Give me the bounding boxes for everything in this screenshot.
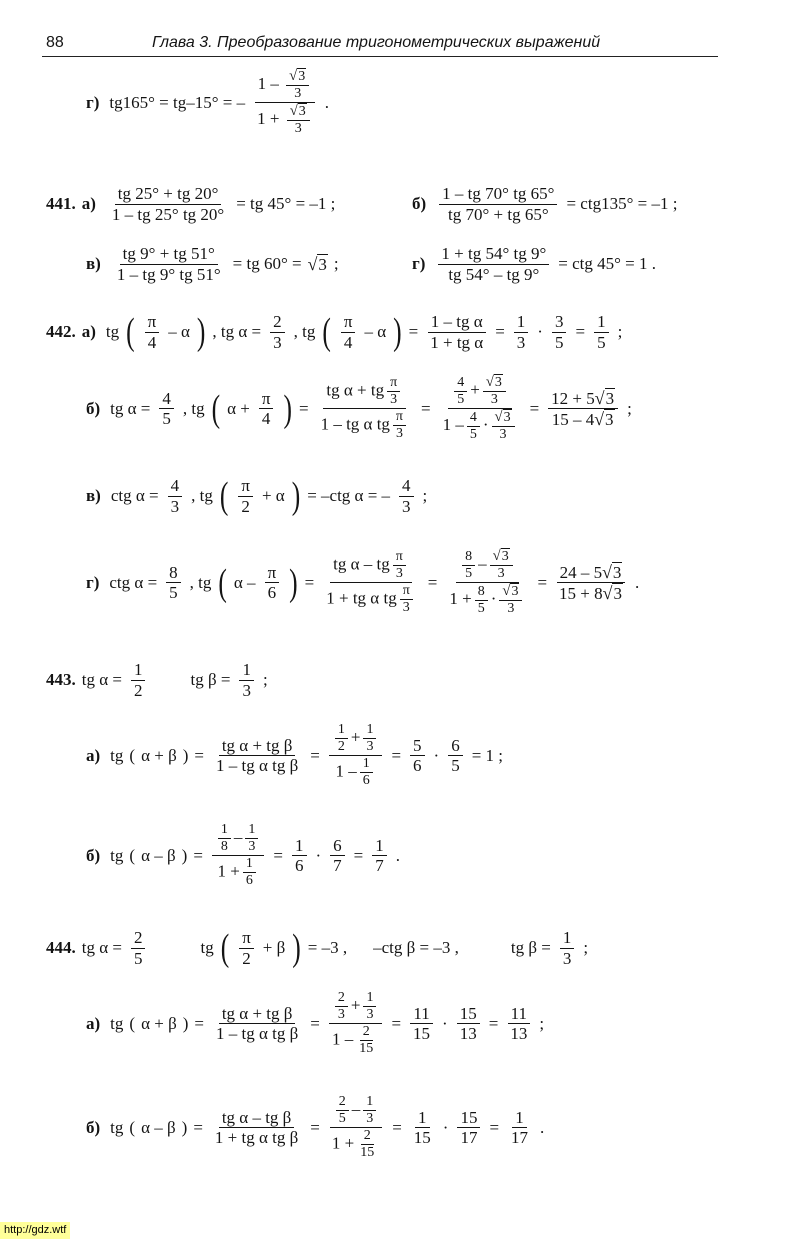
fraction: π 2 [238, 476, 253, 516]
fraction: $\frac{\text{tg α + tg β}}{\text{1 – tg α tg β}}$ [216, 1003, 299, 1044]
paren-close: ) [292, 925, 301, 970]
fraction: $\frac{1}{7}$ [372, 836, 387, 876]
expr-text: = –3 , [307, 938, 348, 958]
punct: ; [333, 254, 339, 274]
paren-close: ) [291, 473, 301, 518]
sqrt: √3 [289, 68, 306, 84]
op: + [269, 109, 280, 129]
paren-open: ( [322, 309, 331, 354]
op: = [273, 845, 283, 865]
fraction: $\frac{12 + 5√3}{15 - 4√3}$ [548, 388, 618, 430]
expr-text: + β [262, 938, 286, 958]
problem-number: 442. [46, 322, 76, 342]
expr-text: ctg α = [109, 572, 158, 592]
punct: ; [583, 938, 589, 958]
problem-441-g [412, 244, 656, 284]
problem-442-a [46, 309, 623, 354]
sqrt: √3 [307, 253, 327, 274]
paren-open: ( [211, 386, 221, 431]
expr-text: tg α = [110, 398, 151, 418]
expr-text: α + [227, 398, 250, 418]
fraction: $\frac{8}{5}$ – $\frac{√3}{3}$ 1 + $\frac{8}{5}$ · $\frac{√3}{3}$ [446, 548, 528, 617]
expr-text: + α [261, 486, 285, 506]
paren-open: ( [126, 309, 135, 354]
expr-text: = ctg135° = –1 ; [566, 194, 678, 214]
op: = [427, 572, 438, 592]
header-rule [42, 56, 718, 57]
fraction: tg α – tg $\frac{\pi}{3}$ 1 + tg α tg $\frac{\pi}{3}$ [323, 549, 419, 616]
op: = [488, 1013, 499, 1033]
fraction: $\frac{2}{5}$ – $\frac{1}{3}$ 1 + $\frac{2}{15}$ [329, 1094, 383, 1161]
fraction: $\frac{5}{6}$ [410, 736, 425, 776]
fraction: $\frac{1}{8}$ – $\frac{1}{3}$ 1 + $\frac{1}{6}$ [212, 822, 265, 889]
label-v: в) [86, 486, 101, 506]
fraction: $\frac{2}{5}$ [131, 928, 146, 968]
expr-text: – α [364, 322, 387, 342]
fraction: $\frac{1 + tg 54^\circ tg 9^\circ}{tg 54^\circ - tg 9^\circ}$ [438, 244, 549, 284]
expr-text: , tg α = [212, 322, 262, 342]
fraction: $\frac{2}{3}$ + $\frac{1}{3}$ 1 – $\frac{2}{15}$ [329, 990, 383, 1057]
expr-text: = –ctg α = – [307, 486, 391, 506]
expr-text: = tg 45° = –1 ; [236, 194, 336, 214]
problem-number: 443. [46, 670, 76, 690]
op: = [304, 572, 315, 592]
op: · [537, 322, 543, 342]
op: · [442, 1117, 449, 1137]
den: 3 [294, 121, 302, 137]
problem-443-b: б) tg ( α – β ) = $\frac{1}{8}$ – $\frac{1}{3}$ 1 + $\frac{1}{6}$ = $\frac{1}{6}$ · $\frac{6}{7}$ = $\frac{1}{7}$ . [86, 822, 401, 889]
label-b: б) [86, 398, 101, 418]
fraction [254, 68, 316, 137]
op: · [433, 745, 440, 765]
op: = [495, 322, 505, 342]
fraction: $\frac{1}{17}$ [511, 1107, 529, 1148]
problem-442-b [86, 374, 632, 443]
label-a: а) [81, 194, 96, 214]
fraction: π 6 [265, 563, 280, 603]
problem-444-given [46, 925, 589, 970]
problem-443-a: а) tg ( α + β ) = $\frac{\text{tg α + tg β}}{\text{1 – tg α tg β}}$ = $\frac{1}{2}$ + $\frac{1}{3}$ 1 – $\frac{1}{6}$ = $\frac{5}{6}$ · $\frac{6}{5}$ = 1 ; [86, 722, 504, 789]
fraction: $\frac{4}{5}$ + $\frac{√3}{3}$ 1 – $\frac{4}{5}$ · $\frac{√3}{3}$ [440, 374, 521, 443]
punct: ; [422, 486, 428, 506]
expr-text: , tg [189, 572, 212, 592]
expr-text: –ctg β = –3 , [373, 938, 459, 958]
punct: . [395, 845, 401, 865]
fraction: $\frac{11}{13}$ [507, 1004, 530, 1044]
expr-text: , tg [182, 398, 205, 418]
expr-text: , tg [191, 486, 213, 506]
expr-text: tg [110, 845, 124, 865]
fraction [286, 68, 309, 102]
den: 3 [294, 86, 302, 102]
problem-440-g [86, 68, 329, 137]
punct: ; [262, 670, 268, 690]
problem-441-v [86, 244, 339, 284]
expr-text: tg [110, 1117, 124, 1137]
punct: . [634, 572, 640, 592]
problem-441-a [46, 184, 335, 224]
expr-text: tg [105, 322, 120, 342]
expr-text: ctg α = [110, 486, 159, 506]
op: = [193, 1117, 203, 1137]
punct: . [324, 92, 330, 112]
op: = [537, 572, 548, 592]
chapter-title: Глава 3. Преобразование тригонометрических выражений [152, 34, 601, 51]
label-b: б) [412, 194, 427, 214]
op: = [529, 398, 540, 418]
fraction: $\frac{1}{3}$ [514, 312, 529, 352]
sqrt: √3 [289, 103, 306, 120]
fraction: $\frac{\text{1 – tg α}}{\text{1 + tg α}}$ [427, 312, 486, 352]
fraction: $\frac{1}{15}$ [413, 1107, 431, 1148]
fraction: $\frac{2}{3}$ [270, 312, 285, 352]
label-b: б) [86, 845, 101, 865]
op: = [310, 1013, 320, 1033]
fraction: $\frac{15}{17}$ [457, 1108, 480, 1148]
paren-close: ) [289, 560, 298, 605]
fraction: $\frac{6}{5}$ [448, 736, 463, 776]
punct: ; [617, 322, 623, 342]
fraction: $\frac{4}{5}$ [159, 389, 174, 429]
expr-text: tg [110, 1013, 124, 1033]
watermark-link[interactable]: http://gdz.wtf [0, 1222, 70, 1239]
op: = [489, 1117, 500, 1137]
fraction: π 2 [239, 928, 254, 968]
expr-text: – α [168, 322, 190, 342]
fraction: tg α + tg $\frac{\pi}{3}$ 1 – tg α tg $\frac{\pi}{3}$ [318, 375, 412, 442]
op: = [310, 745, 320, 765]
op: = [298, 398, 309, 418]
op: = [194, 1013, 204, 1033]
fraction: $\frac{1}{3}$ [560, 928, 575, 968]
fraction: $\frac{8}{5}$ [166, 563, 181, 603]
fraction [287, 103, 310, 137]
problem-444-a: а) tg ( α + β ) = $\frac{\text{tg α + tg β}}{\text{1 – tg α tg β}}$ = $\frac{2}{3}$ + $\frac{1}{3}$ 1 – $\frac{2}{15}$ = $\frac{11}{15}$ · $\frac{15}{13}$ = $\frac{11}{13}$ ; [86, 990, 545, 1057]
op: = [310, 1117, 320, 1137]
problem-444-b: б) tg ( α – β ) = $\frac{\text{tg α – tg β}}{\text{1 + tg α tg β}}$ = $\frac{2}{5}$ – $\frac{1}{3}$ 1 + $\frac{2}{15}$ = $\frac{1}{15}$ · $\frac{15}{17}$ = $\frac{1}{17}$ . [86, 1094, 545, 1161]
paren-open: ( [220, 925, 230, 970]
expr-text: tg [200, 938, 214, 958]
problem-441-b [412, 184, 677, 224]
fraction: $\frac{1}{2}$ + $\frac{1}{3}$ 1 – $\frac{1}{6}$ [329, 722, 383, 789]
fraction: $\frac{4}{3}$ [168, 476, 183, 516]
fraction: $\frac{24 - 5√3}{15 + 8√3}$ [556, 562, 626, 604]
fraction: $\frac{1}{6}$ [292, 836, 307, 876]
label-a: а) [81, 322, 96, 342]
fraction: $\frac{1}{3}$ [239, 660, 254, 700]
fraction: π 4 [145, 312, 160, 352]
paren-open: ( [218, 560, 227, 605]
paren-close: ) [393, 309, 402, 354]
label-g: г) [86, 572, 100, 592]
op: = [391, 745, 402, 765]
problem-number: 441. [46, 194, 76, 214]
expr-text: tg β = [510, 938, 551, 958]
op: = [194, 745, 204, 765]
fraction: $\frac{\pi}{4}$ [259, 389, 274, 429]
problem-443-given [46, 660, 268, 700]
expr-text: α – [233, 572, 256, 592]
op: · [315, 845, 322, 865]
paren-close: ) [283, 386, 292, 431]
fraction: $\frac{\text{tg α – tg β}}{\text{1 + tg α tg β}}$ [214, 1107, 299, 1148]
fraction: 4 3 [399, 476, 414, 516]
num: 1 [257, 74, 267, 93]
op: = [408, 322, 419, 342]
label-g: г) [412, 254, 426, 274]
paren-close: ) [196, 309, 206, 354]
op: – [270, 74, 279, 93]
expr-text: tg165° = tg–15° = – [109, 92, 246, 112]
expr-text: tg α = [81, 670, 122, 690]
op: = [193, 845, 203, 865]
fraction: $\frac{1}{2}$ [131, 660, 146, 700]
punct: ; [539, 1013, 545, 1033]
op: · [442, 1013, 448, 1033]
label-a: а) [86, 745, 101, 765]
fraction: $\frac{tg 25^\circ + tg 20^\circ}{1 - tg 25^\circ tg 20^\circ}$ [111, 184, 225, 224]
page-number: 88 [46, 34, 64, 51]
expr-text: = ctg 45° = 1 . [558, 254, 657, 274]
punct: ; [627, 398, 632, 418]
fraction: $\frac{11}{15}$ [410, 1004, 433, 1044]
expr-text: tg β = [190, 670, 231, 690]
fraction: $\frac{1 - tg 70^\circ tg 65^\circ}{tg 70^\circ + tg 65^\circ}$ [439, 184, 557, 224]
label-b: б) [86, 1117, 101, 1137]
fraction: $\frac{\text{tg α + tg β}}{\text{1 – tg α tg β}}$ [216, 735, 299, 776]
paren-open: ( [219, 473, 229, 518]
problem-442-g [86, 548, 639, 617]
expr-text: tg [110, 745, 124, 765]
op: = [353, 845, 364, 865]
fraction: $\frac{6}{7}$ [330, 836, 345, 876]
fraction: $\frac{3}{5}$ [552, 312, 567, 352]
fraction: π 4 [341, 312, 356, 352]
op: = [392, 1117, 402, 1137]
expr-text: , tg [293, 322, 316, 342]
expr-text: tg α = [81, 938, 122, 958]
op: = [391, 1013, 402, 1033]
problem-number: 444. [46, 938, 76, 958]
label-a: а) [86, 1013, 101, 1033]
label-g: г) [86, 92, 100, 112]
expr-text: = 1 ; [471, 745, 504, 765]
label-v: в) [86, 254, 101, 274]
fraction: $\frac{tg 9^\circ + tg 51^\circ}{1 - tg 9^\circ tg 51^\circ}$ [116, 244, 221, 284]
punct: . [540, 1117, 545, 1137]
expr-text: = tg 60° = [232, 254, 302, 274]
fraction: $\frac{15}{13}$ [457, 1004, 480, 1044]
problem-442-v [86, 473, 428, 518]
num: 1 [257, 109, 266, 129]
fraction: $\frac{1}{5}$ [594, 312, 609, 352]
op: = [421, 398, 431, 418]
op: = [575, 322, 586, 342]
